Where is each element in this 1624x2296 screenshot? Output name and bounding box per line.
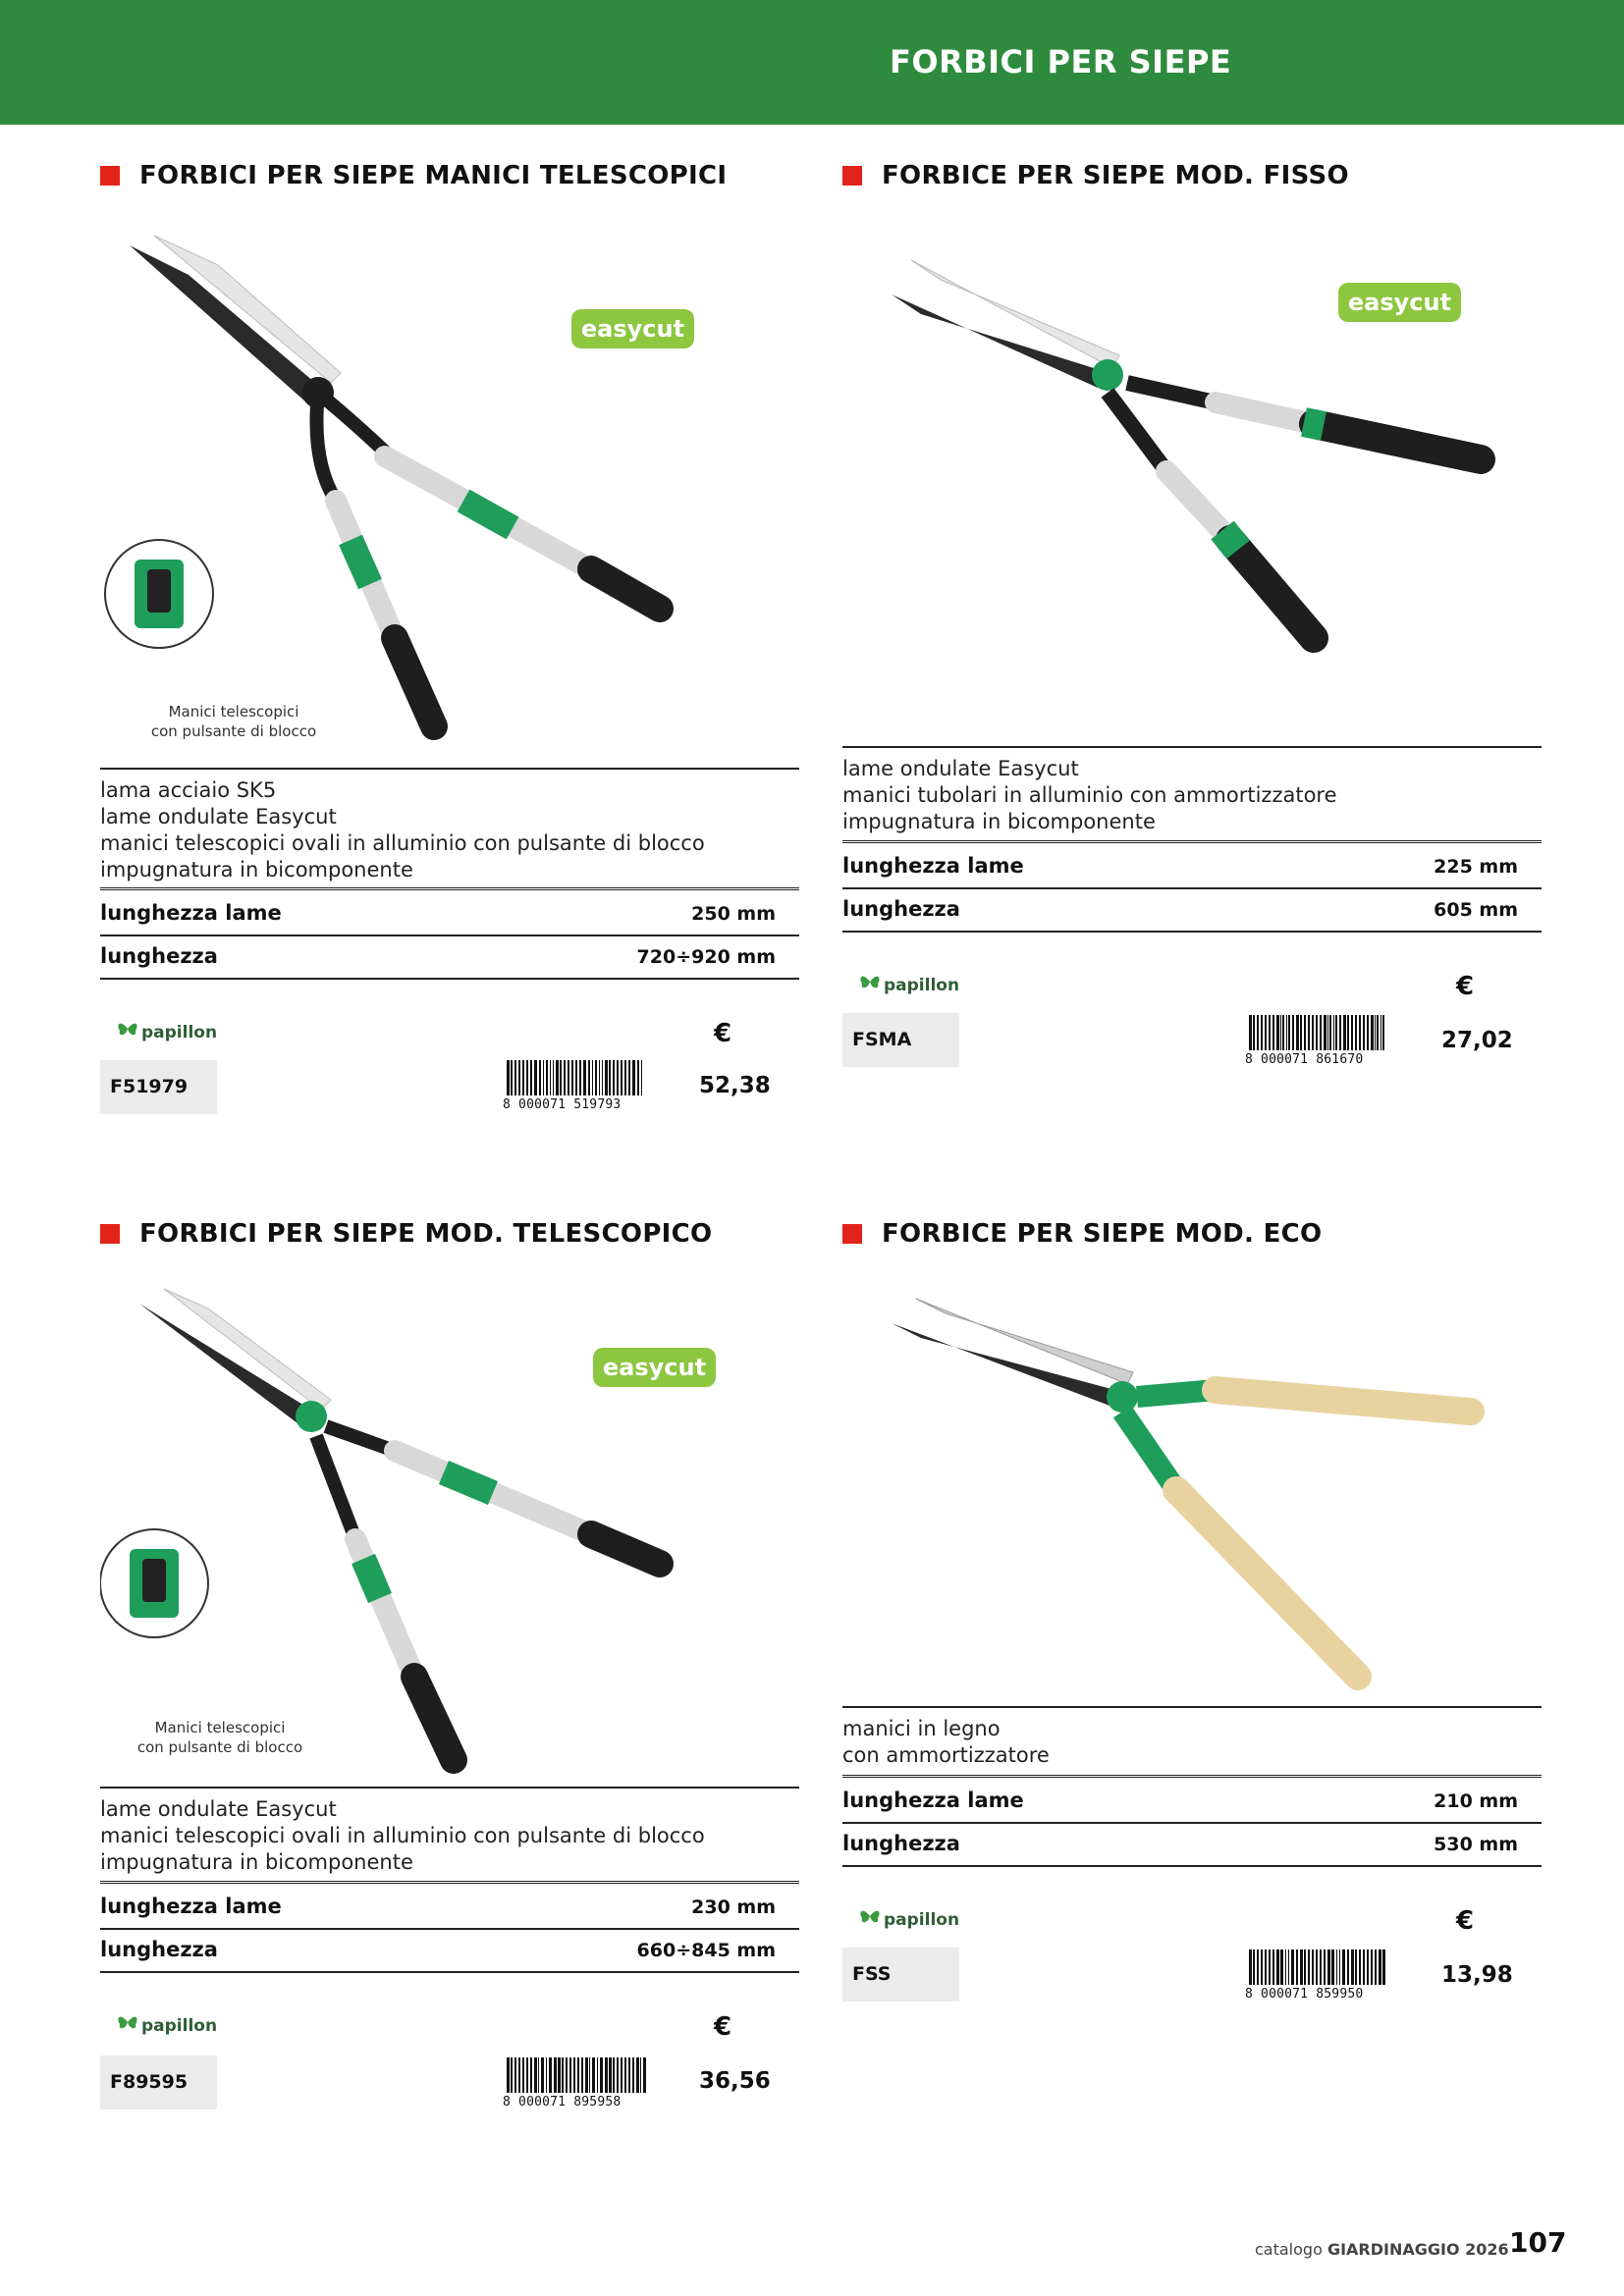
- catalog-name: GIARDINAGGIO 2026: [1326, 2240, 1509, 2259]
- description-line: lame ondulate Easycut: [100, 1797, 337, 1821]
- spec-row: [842, 1781, 1542, 1824]
- product-title-row: [100, 1219, 712, 1251]
- description-line: manici tubolari in alluminio con ammortizzatore: [842, 783, 1337, 807]
- inset-caption: [145, 702, 322, 741]
- spec-row: [842, 1824, 1542, 1867]
- spec-label: lunghezza: [100, 1938, 218, 1961]
- catalog-footer: [1255, 2240, 1509, 2259]
- barcode-bars-icon: [1245, 1949, 1390, 1987]
- papillon-logo: [858, 964, 966, 1003]
- product-description: [100, 1787, 799, 1876]
- spec-row: [100, 1887, 799, 1930]
- product-description: [842, 1706, 1542, 1769]
- product-image: [100, 206, 799, 756]
- barcode: [1245, 1015, 1390, 1072]
- barcode-bars-icon: [503, 1060, 648, 1097]
- inset-caption-line: Manici telescopici: [154, 1719, 286, 1736]
- hedge-shears-eco-image: [842, 1264, 1542, 1735]
- product-title: FORBICI PER SIEPE MOD. TELESCOPICO: [139, 1219, 713, 1249]
- spec-label: lunghezza: [842, 1832, 960, 1855]
- butterfly-icon: [116, 2010, 139, 2034]
- spec-row: [842, 889, 1542, 933]
- barcode-bars-icon: [503, 2057, 648, 2095]
- description-line: impugnatura in bicomponente: [842, 810, 1156, 833]
- product-title-row: [100, 161, 727, 192]
- inset-caption-line: con pulsante di blocco: [136, 1738, 303, 1756]
- product-description: [842, 746, 1542, 835]
- spec-label: lunghezza lame: [100, 901, 282, 925]
- product-card: [842, 157, 1542, 1139]
- spec-value: 230 mm: [691, 1896, 776, 1918]
- spec-label: lunghezza lame: [100, 1895, 282, 1918]
- spec-label: lunghezza: [100, 944, 218, 968]
- product-code: F89595: [110, 2071, 189, 2093]
- price: 27,02: [1441, 1028, 1513, 1053]
- description-line: con ammortizzatore: [842, 1743, 1050, 1767]
- spec-row: [100, 893, 799, 936]
- brand-name: papillon: [141, 2016, 218, 2036]
- barcode: [503, 1060, 648, 1117]
- barcode-number: 8 000071 861670: [1245, 1052, 1364, 1067]
- header-bar: [0, 0, 1624, 125]
- product-code-box: [100, 1060, 217, 1114]
- product-title: FORBICE PER SIEPE MOD. FISSO: [882, 161, 1349, 190]
- barcode-number: 8 000071 859950: [1245, 1987, 1364, 2002]
- product-card: [100, 157, 799, 1139]
- description-line: manici telescopici ovali in alluminio con pulsante di blocco: [100, 831, 705, 855]
- easycut-badge: easycut: [1338, 283, 1461, 322]
- inset-caption: [132, 1718, 308, 1757]
- spec-value: 250 mm: [691, 903, 776, 925]
- description-line: impugnatura in bicomponente: [100, 858, 413, 881]
- papillon-logo: [858, 1898, 966, 1938]
- product-image: [842, 206, 1542, 697]
- red-square-bullet-icon: [842, 166, 862, 186]
- description-line: impugnatura in bicomponente: [100, 1850, 413, 1874]
- price: 36,56: [699, 2068, 771, 2094]
- butterfly-icon: [116, 1017, 139, 1041]
- spec-value: 530 mm: [1434, 1834, 1518, 1855]
- barcode-number: 8 000071 519793: [503, 1097, 622, 1112]
- butterfly-icon: [858, 1904, 882, 1928]
- easycut-badge: easycut: [593, 1348, 716, 1387]
- barcode: [1245, 1949, 1390, 2006]
- barcode-bars-icon: [1245, 1015, 1390, 1052]
- hedge-shears-fixed-image: [842, 206, 1542, 697]
- spec-value: 660÷845 mm: [636, 1940, 776, 1961]
- spec-table: [100, 1881, 799, 1973]
- red-square-bullet-icon: [100, 166, 120, 186]
- product-title: FORBICI PER SIEPE MANICI TELESCOPICI: [139, 161, 728, 190]
- currency-symbol: €: [714, 2012, 732, 2042]
- spec-label: lunghezza lame: [842, 1789, 1024, 1812]
- product-code: F51979: [110, 1076, 189, 1097]
- product-card: [842, 1215, 1542, 2197]
- spec-table: [842, 1775, 1542, 1867]
- description-line: lame ondulate Easycut: [842, 757, 1079, 780]
- papillon-logo: [116, 1011, 224, 1050]
- red-square-bullet-icon: [100, 1224, 120, 1244]
- butterfly-icon: [858, 970, 882, 993]
- brand-name: papillon: [141, 1023, 218, 1042]
- spec-table: [100, 887, 799, 980]
- price: 52,38: [699, 1073, 771, 1098]
- hedge-shears-telescopic-image: [100, 206, 799, 756]
- product-title-row: [842, 1219, 1322, 1251]
- description-line: manici telescopici ovali in alluminio con pulsante di blocco: [100, 1824, 705, 1847]
- catalog-prefix: catalogo: [1255, 2240, 1327, 2259]
- page-number: 107: [1509, 2226, 1567, 2259]
- currency-symbol: €: [1456, 972, 1475, 1001]
- description-line: lame ondulate Easycut: [100, 805, 337, 828]
- product-code-box: [100, 2056, 217, 2109]
- product-title: FORBICE PER SIEPE MOD. ECO: [882, 1219, 1323, 1249]
- papillon-logo: [116, 2004, 224, 2044]
- spec-label: lunghezza: [842, 897, 960, 921]
- spec-row: [842, 846, 1542, 889]
- product-code-box: [842, 1948, 959, 2002]
- product-code-box: [842, 1013, 959, 1067]
- product-title-row: [842, 161, 1349, 192]
- brand-name: papillon: [884, 1910, 960, 1930]
- spec-label: lunghezza lame: [842, 854, 1024, 878]
- currency-symbol: €: [714, 1019, 732, 1048]
- product-card: [100, 1215, 799, 2197]
- product-image: [842, 1264, 1542, 1735]
- spec-value: 225 mm: [1434, 856, 1518, 878]
- spec-value: 720÷920 mm: [636, 946, 776, 968]
- price: 13,98: [1441, 1962, 1513, 1988]
- product-description: [100, 768, 799, 883]
- spec-value: 605 mm: [1434, 899, 1518, 921]
- inset-caption-line: con pulsante di blocco: [150, 722, 317, 740]
- page-title: FORBICI PER SIEPE: [890, 43, 1232, 80]
- product-code: FSS: [852, 1963, 892, 1985]
- description-line: lama acciaio SK5: [100, 778, 277, 802]
- barcode-number: 8 000071 895958: [503, 2095, 622, 2109]
- barcode: [503, 2057, 648, 2114]
- brand-name: papillon: [884, 976, 960, 995]
- spec-table: [842, 840, 1542, 933]
- product-code: FSMA: [852, 1029, 912, 1050]
- spec-row: [100, 936, 799, 980]
- currency-symbol: €: [1456, 1906, 1475, 1936]
- easycut-badge: easycut: [571, 309, 694, 348]
- spec-row: [100, 1930, 799, 1973]
- description-line: manici in legno: [842, 1717, 1001, 1740]
- inset-caption-line: Manici telescopici: [168, 703, 299, 721]
- spec-value: 210 mm: [1434, 1790, 1518, 1812]
- red-square-bullet-icon: [842, 1224, 862, 1244]
